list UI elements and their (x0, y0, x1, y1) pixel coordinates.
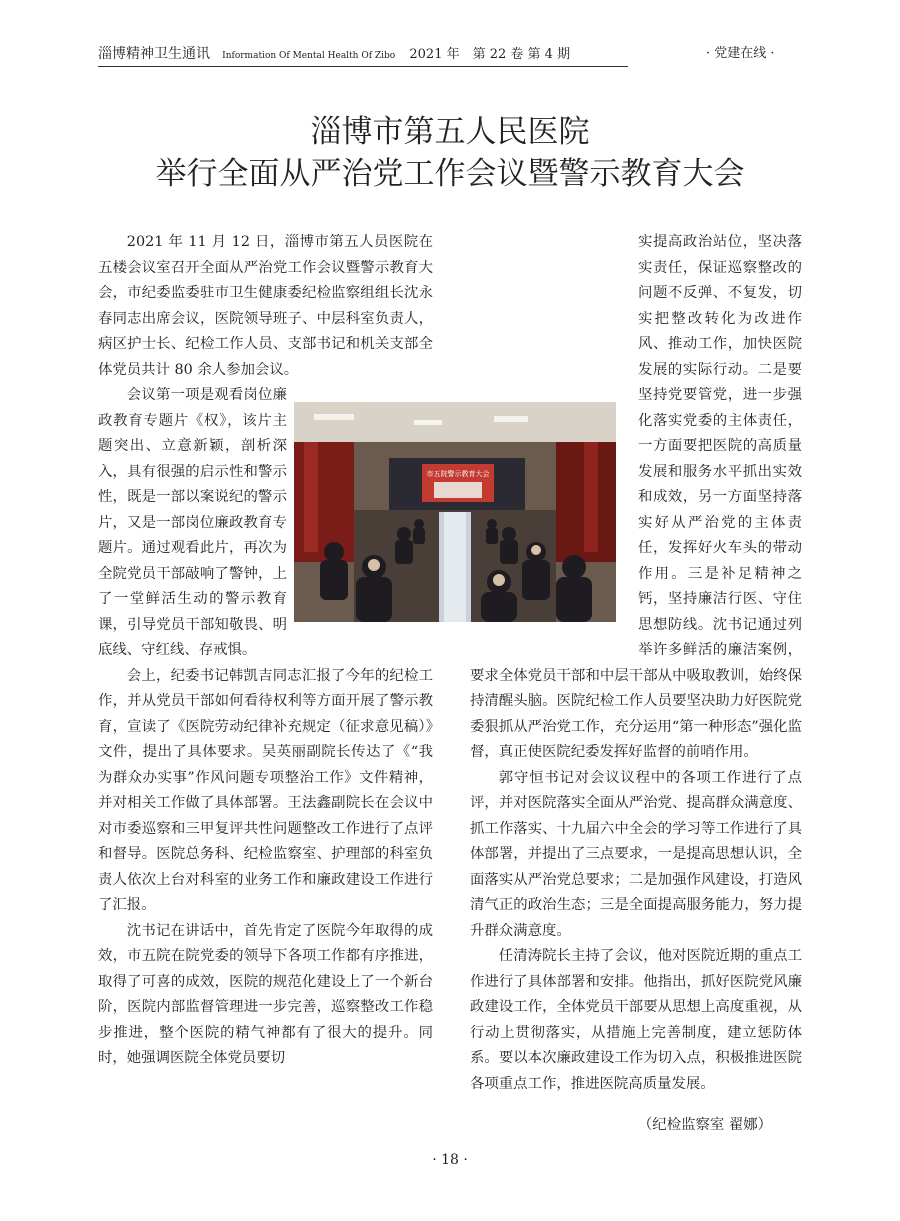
running-header (98, 44, 628, 67)
section-label: · 党建在线 · (706, 46, 775, 61)
meeting-photo-image (294, 402, 616, 622)
paragraph: 会议第一项是观看岗位廉政教育专题片《权》，该片主题突出、立意新颖，剖析深入，具有很强的启示性和警示性，既是一部以案说纪的警示片，又是一部岗位廉政教育专题片。通过观看此片，再次为全院党员干部敲响了警钟，上了一堂鲜活生动的警示教育课，引导党员干部知敬畏、明底线、守红线、存戒惧。 (98, 387, 287, 658)
author-signature: （纪检监察室 翟娜） (637, 1117, 772, 1133)
journal-name-en: Information Of Mental Health Of Zibo (222, 51, 396, 61)
paragraph: 实提高政治站位，坚决落实责任，保证巡察整改的问题不反弹、不复发，切实把整改转化为改进作风、推动工作，加快医院发展的实际行动。二是要坚持党要管党，进一步强化落实党委的主体责任，一方面要把医院的高质量发展和服务水平抓出实效和成效，另一方面坚持落实好从严治党的主体责任，发挥好火车头的带动作用。三是补足精神之钙，坚持廉洁行医、守住思想防线。沈书记通过列举许多鲜活的廉洁案例，要求全体党员干部和中层干部从中吸取教训，始终保持清醒头脑。医院纪检工作人员要坚决助力好医院党委狠抓从严治党工作，充分运用“第一种形态”强化监督，真正使医院纪委发挥好监督的前哨作用。 (470, 234, 802, 760)
meeting-photo (294, 402, 616, 622)
paragraph: 2021 年 11 月 12 日，淄博市第五人员医院在五楼会议室召开全面从严治党工作会议暨警示教育大会，市纪委监委驻市卫生健康委纪检监察组组长沈永春同志出席会议，医院领导班子、中层科室负责人，病区护士长、纪检工作人员、支部书记和机关支部全体党员共计 80 余人参加会议。 (98, 234, 433, 378)
issue-info: 2021 年 第 22 卷 第 4 期 (409, 47, 571, 62)
paragraph: 沈书记在讲话中，首先肯定了医院今年取得的成效，市五院在院党委的领导下各项工作都有序推进，取得了可喜的成效，医院的规范化建设上了一个新台阶，医院内部监督管理进一步完善，巡察整改工作稳步推进，整个医院的精气神都有了很大的提升。同时，她强调医院全体党员要切 (98, 922, 433, 1066)
column-left (98, 230, 433, 1072)
journal-name: 淄博精神卫生通讯 (98, 46, 210, 62)
column-right (470, 230, 802, 1139)
article-title-line1: 淄博市第五人民医院 (310, 114, 590, 150)
paragraph: 郭守恒书记对会议议程中的各项工作进行了点评，并对医院落实全面从严治党、提高群众满意度、抓工作落实、十九届六中全会的学习等工作进行了具体部署，并提出了三点要求，一是提高思想认识，全面落实从严治党总要求；二是加强作风建设，打造风清气正的政治生态；三是全面提高服务能力，努力提升群众满意度。 (470, 769, 802, 939)
paragraph: 任清涛院长主持了会议，他对医院近期的重点工作进行了具体部署和安排。他指出，抓好医院党风廉政建设工作，全体党员干部要从思想上高度重视，从行动上贯彻落实，从措施上完善制度，建立惩防体系。要以本次廉政建设工作为切入点，积极推进医院各项重点工作，推进医院高质量发展。 (470, 948, 802, 1092)
paragraph: 会上，纪委书记韩凯吉同志汇报了今年的纪检工作，并从党员干部如何看待权利等方面开展了警示教育，宣读了《医院劳动纪律补充规定（征求意见稿）》文件，提出了具体要求。吴英丽副院长传达了《“我为群众办实事”作风问题专项整治工作》文件精神，并对相关工作做了具体部署。王法鑫副院长在会议中对市委巡察和三甲复评共性问题整改工作进行了点评和督导。医院总务科、纪检监察室、护理部的科室负责人依次上台对科室的业务工作和廉政建设工作进行了汇报。 (98, 667, 433, 913)
banner-text: 市五院警示教育大会 (426, 470, 490, 478)
article-title-line2: 举行全面从严治党工作会议暨警示教育大会 (155, 156, 745, 192)
page-number: · 18 · (432, 1152, 468, 1168)
